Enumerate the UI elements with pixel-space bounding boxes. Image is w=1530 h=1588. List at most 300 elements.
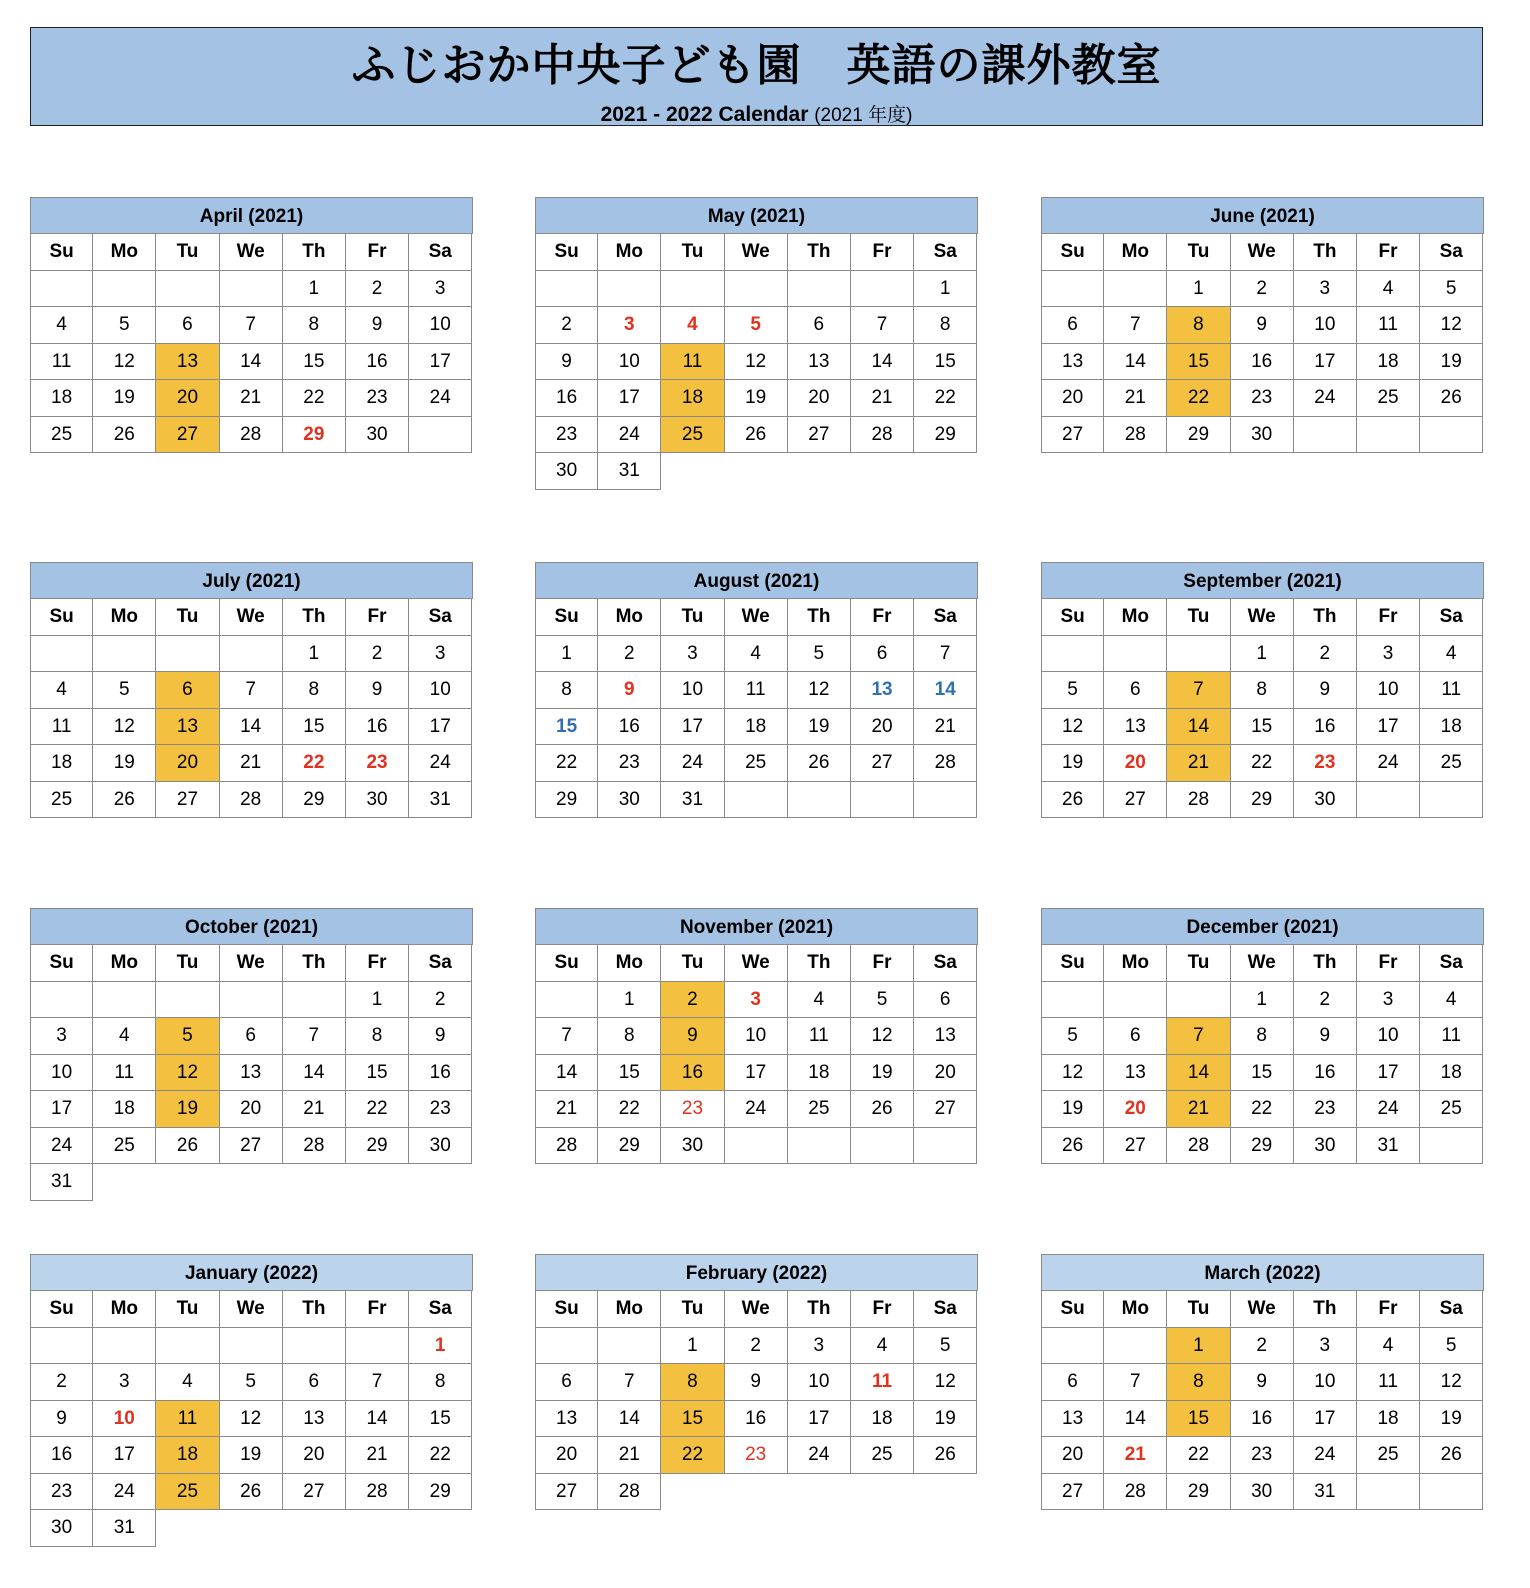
- day-cell: 18: [30, 745, 93, 782]
- day-cell: 28: [220, 782, 283, 819]
- empty-cell: [156, 1164, 219, 1201]
- day-cell: 28: [851, 417, 914, 454]
- day-cell: 14: [1167, 709, 1230, 746]
- day-cell: 9: [598, 672, 661, 709]
- day-cell: 25: [93, 1128, 156, 1165]
- day-cell: 15: [914, 344, 977, 381]
- empty-cell: [220, 982, 283, 1019]
- day-cell: 9: [1294, 1018, 1357, 1055]
- day-cell: 31: [1294, 1474, 1357, 1511]
- empty-cell: [788, 453, 851, 490]
- day-cell: 1: [1167, 271, 1230, 308]
- day-cell: 15: [535, 709, 598, 746]
- day-cell: 22: [1167, 1437, 1230, 1474]
- day-cell: 20: [851, 709, 914, 746]
- day-cell: 11: [1420, 1018, 1483, 1055]
- day-cell: 24: [1357, 745, 1420, 782]
- empty-cell: [283, 1510, 346, 1547]
- day-cell: 10: [1294, 1364, 1357, 1401]
- day-cell: 6: [156, 672, 219, 709]
- day-cell: 9: [30, 1401, 93, 1438]
- day-cell: 23: [1294, 745, 1357, 782]
- day-cell: 18: [1357, 344, 1420, 381]
- day-cell: 24: [409, 380, 472, 417]
- day-cell: 6: [788, 307, 851, 344]
- weekday-header: Su: [535, 599, 598, 636]
- day-cell: 21: [535, 1091, 598, 1128]
- weekday-header: Tu: [156, 234, 219, 271]
- month-grid: [535, 1291, 978, 1510]
- day-cell: 13: [535, 1401, 598, 1438]
- day-cell: 14: [220, 709, 283, 746]
- day-cell: 5: [914, 1328, 977, 1365]
- day-cell: 23: [661, 1091, 724, 1128]
- weekday-header: Tu: [661, 599, 724, 636]
- day-cell: 25: [1357, 1437, 1420, 1474]
- day-cell: 31: [409, 782, 472, 819]
- day-cell: 27: [156, 782, 219, 819]
- empty-cell: [1041, 271, 1104, 308]
- day-cell: 7: [1104, 307, 1167, 344]
- day-cell: 14: [346, 1401, 409, 1438]
- weekday-header: Sa: [914, 1291, 977, 1328]
- day-cell: 13: [851, 672, 914, 709]
- day-cell: 22: [283, 380, 346, 417]
- month-title: February (2022): [535, 1254, 978, 1291]
- empty-cell: [1420, 1128, 1483, 1165]
- day-cell: 14: [598, 1401, 661, 1438]
- month-title: October (2021): [30, 908, 473, 945]
- weekday-header: Fr: [851, 234, 914, 271]
- day-cell: 4: [725, 636, 788, 673]
- empty-cell: [1420, 782, 1483, 819]
- day-cell: 22: [598, 1091, 661, 1128]
- day-cell: 26: [1041, 782, 1104, 819]
- weekday-header: Mo: [93, 945, 156, 982]
- empty-cell: [346, 1328, 409, 1365]
- day-cell: 19: [1041, 1091, 1104, 1128]
- day-cell: 29: [1231, 1128, 1294, 1165]
- day-cell: 24: [661, 745, 724, 782]
- empty-cell: [93, 1328, 156, 1365]
- day-cell: 25: [156, 1474, 219, 1511]
- empty-cell: [535, 982, 598, 1019]
- day-cell: 11: [30, 344, 93, 381]
- day-cell: 8: [346, 1018, 409, 1055]
- day-cell: 15: [409, 1401, 472, 1438]
- empty-cell: [535, 1328, 598, 1365]
- empty-cell: [1294, 417, 1357, 454]
- day-cell: 16: [1231, 344, 1294, 381]
- empty-cell: [788, 1474, 851, 1511]
- day-cell: 4: [851, 1328, 914, 1365]
- day-cell: 2: [535, 307, 598, 344]
- weekday-header: Tu: [156, 945, 219, 982]
- day-cell: 18: [851, 1401, 914, 1438]
- month-calendar: [30, 1254, 473, 1547]
- month-grid: [1041, 234, 1484, 453]
- day-cell: 31: [30, 1164, 93, 1201]
- day-cell: 25: [1357, 380, 1420, 417]
- day-cell: 19: [1420, 1401, 1483, 1438]
- empty-cell: [914, 782, 977, 819]
- weekday-header: Th: [788, 1291, 851, 1328]
- day-cell: 21: [598, 1437, 661, 1474]
- day-cell: 3: [1294, 271, 1357, 308]
- weekday-header: Su: [1041, 234, 1104, 271]
- day-cell: 30: [409, 1128, 472, 1165]
- weekday-header: We: [725, 599, 788, 636]
- day-cell: 7: [346, 1364, 409, 1401]
- empty-cell: [156, 271, 219, 308]
- weekday-header: Mo: [598, 234, 661, 271]
- day-cell: 9: [1231, 307, 1294, 344]
- month-title: May (2021): [535, 197, 978, 234]
- day-cell: 27: [283, 1474, 346, 1511]
- month-title: January (2022): [30, 1254, 473, 1291]
- day-cell: 14: [1104, 344, 1167, 381]
- day-cell: 20: [535, 1437, 598, 1474]
- day-cell: 27: [914, 1091, 977, 1128]
- weekday-header: Th: [283, 599, 346, 636]
- day-cell: 28: [1104, 417, 1167, 454]
- day-cell: 26: [914, 1437, 977, 1474]
- day-cell: 3: [1357, 982, 1420, 1019]
- day-cell: 7: [914, 636, 977, 673]
- day-cell: 6: [220, 1018, 283, 1055]
- day-cell: 4: [788, 982, 851, 1019]
- day-cell: 15: [598, 1055, 661, 1092]
- day-cell: 3: [409, 636, 472, 673]
- day-cell: 26: [1041, 1128, 1104, 1165]
- day-cell: 15: [661, 1401, 724, 1438]
- day-cell: 2: [598, 636, 661, 673]
- empty-cell: [220, 1164, 283, 1201]
- empty-cell: [914, 1128, 977, 1165]
- empty-cell: [851, 1474, 914, 1511]
- month-title: September (2021): [1041, 562, 1484, 599]
- day-cell: 29: [409, 1474, 472, 1511]
- day-cell: 17: [409, 709, 472, 746]
- day-cell: 24: [598, 417, 661, 454]
- day-cell: 27: [156, 417, 219, 454]
- day-cell: 19: [93, 745, 156, 782]
- day-cell: 11: [851, 1364, 914, 1401]
- day-cell: 12: [1041, 1055, 1104, 1092]
- day-cell: 8: [1167, 1364, 1230, 1401]
- day-cell: 29: [346, 1128, 409, 1165]
- day-cell: 30: [1294, 782, 1357, 819]
- day-cell: 28: [1167, 782, 1230, 819]
- day-cell: 3: [409, 271, 472, 308]
- weekday-header: Su: [535, 945, 598, 982]
- empty-cell: [156, 1328, 219, 1365]
- day-cell: 16: [598, 709, 661, 746]
- empty-cell: [30, 1328, 93, 1365]
- page-subtitle: [31, 102, 1482, 129]
- day-cell: 7: [1167, 672, 1230, 709]
- weekday-header: We: [220, 234, 283, 271]
- day-cell: 24: [93, 1474, 156, 1511]
- day-cell: 10: [661, 672, 724, 709]
- empty-cell: [725, 1128, 788, 1165]
- empty-cell: [788, 782, 851, 819]
- day-cell: 18: [725, 709, 788, 746]
- empty-cell: [1104, 1328, 1167, 1365]
- weekday-header: Mo: [1104, 1291, 1167, 1328]
- day-cell: 10: [725, 1018, 788, 1055]
- weekday-header: Sa: [1420, 945, 1483, 982]
- empty-cell: [1357, 417, 1420, 454]
- day-cell: 27: [851, 745, 914, 782]
- weekday-header: Th: [788, 599, 851, 636]
- day-cell: 18: [788, 1055, 851, 1092]
- weekday-header: Sa: [409, 945, 472, 982]
- empty-cell: [156, 636, 219, 673]
- day-cell: 29: [535, 782, 598, 819]
- day-cell: 29: [1231, 782, 1294, 819]
- day-cell: 27: [1041, 417, 1104, 454]
- day-cell: 18: [1420, 1055, 1483, 1092]
- day-cell: 21: [1104, 380, 1167, 417]
- weekday-header: Sa: [409, 599, 472, 636]
- day-cell: 26: [1420, 380, 1483, 417]
- day-cell: 24: [409, 745, 472, 782]
- day-cell: 19: [1420, 344, 1483, 381]
- month-grid: [535, 945, 978, 1164]
- day-cell: 2: [1231, 271, 1294, 308]
- day-cell: 12: [1420, 307, 1483, 344]
- day-cell: 4: [30, 307, 93, 344]
- day-cell: 13: [1104, 1055, 1167, 1092]
- day-cell: 14: [1167, 1055, 1230, 1092]
- empty-cell: [409, 417, 472, 454]
- day-cell: 4: [1357, 271, 1420, 308]
- weekday-header: Su: [1041, 1291, 1104, 1328]
- weekday-header: Tu: [1167, 234, 1230, 271]
- weekday-header: Sa: [1420, 599, 1483, 636]
- day-cell: 13: [1041, 344, 1104, 381]
- weekday-header: Tu: [661, 945, 724, 982]
- day-cell: 17: [1357, 709, 1420, 746]
- empty-cell: [725, 271, 788, 308]
- weekday-header: Sa: [914, 945, 977, 982]
- day-cell: 4: [661, 307, 724, 344]
- day-cell: 1: [1167, 1328, 1230, 1365]
- weekday-header: Th: [283, 1291, 346, 1328]
- day-cell: 13: [156, 344, 219, 381]
- day-cell: 1: [1231, 636, 1294, 673]
- day-cell: 3: [788, 1328, 851, 1365]
- day-cell: 23: [30, 1474, 93, 1511]
- day-cell: 7: [598, 1364, 661, 1401]
- weekday-header: Su: [535, 234, 598, 271]
- empty-cell: [1104, 271, 1167, 308]
- day-cell: 1: [346, 982, 409, 1019]
- day-cell: 13: [220, 1055, 283, 1092]
- day-cell: 7: [535, 1018, 598, 1055]
- empty-cell: [283, 982, 346, 1019]
- day-cell: 24: [1294, 380, 1357, 417]
- day-cell: 2: [725, 1328, 788, 1365]
- month-title: March (2022): [1041, 1254, 1484, 1291]
- day-cell: 11: [156, 1401, 219, 1438]
- day-cell: 12: [914, 1364, 977, 1401]
- day-cell: 22: [661, 1437, 724, 1474]
- day-cell: 2: [1231, 1328, 1294, 1365]
- day-cell: 1: [1231, 982, 1294, 1019]
- empty-cell: [30, 982, 93, 1019]
- day-cell: 2: [30, 1364, 93, 1401]
- day-cell: 30: [346, 417, 409, 454]
- weekday-header: Fr: [1357, 1291, 1420, 1328]
- day-cell: 18: [1357, 1401, 1420, 1438]
- day-cell: 24: [1357, 1091, 1420, 1128]
- day-cell: 30: [1231, 1474, 1294, 1511]
- day-cell: 16: [1294, 709, 1357, 746]
- empty-cell: [1104, 982, 1167, 1019]
- day-cell: 28: [346, 1474, 409, 1511]
- empty-cell: [93, 271, 156, 308]
- day-cell: 15: [1231, 709, 1294, 746]
- weekday-header: We: [1231, 599, 1294, 636]
- day-cell: 3: [30, 1018, 93, 1055]
- empty-cell: [1041, 636, 1104, 673]
- day-cell: 2: [1294, 636, 1357, 673]
- weekday-header: Su: [1041, 945, 1104, 982]
- day-cell: 22: [283, 745, 346, 782]
- day-cell: 5: [1041, 1018, 1104, 1055]
- empty-cell: [1041, 1328, 1104, 1365]
- day-cell: 26: [220, 1474, 283, 1511]
- day-cell: 9: [409, 1018, 472, 1055]
- day-cell: 8: [1231, 1018, 1294, 1055]
- day-cell: 26: [725, 417, 788, 454]
- weekday-header: Fr: [346, 234, 409, 271]
- day-cell: 2: [346, 271, 409, 308]
- weekday-header: Tu: [156, 599, 219, 636]
- day-cell: 3: [661, 636, 724, 673]
- day-cell: 26: [851, 1091, 914, 1128]
- month-title: July (2021): [30, 562, 473, 599]
- weekday-header: Fr: [346, 1291, 409, 1328]
- day-cell: 4: [156, 1364, 219, 1401]
- day-cell: 14: [1104, 1401, 1167, 1438]
- day-cell: 8: [1231, 672, 1294, 709]
- day-cell: 1: [535, 636, 598, 673]
- month-grid: [1041, 945, 1484, 1164]
- day-cell: 15: [1231, 1055, 1294, 1092]
- day-cell: 9: [725, 1364, 788, 1401]
- day-cell: 1: [283, 636, 346, 673]
- day-cell: 12: [93, 709, 156, 746]
- day-cell: 8: [661, 1364, 724, 1401]
- weekday-header: Mo: [598, 1291, 661, 1328]
- day-cell: 5: [1420, 1328, 1483, 1365]
- day-cell: 16: [535, 380, 598, 417]
- day-cell: 13: [1041, 1401, 1104, 1438]
- weekday-header: We: [1231, 234, 1294, 271]
- weekday-header: Fr: [851, 1291, 914, 1328]
- day-cell: 21: [220, 380, 283, 417]
- day-cell: 9: [535, 344, 598, 381]
- weekday-header: Tu: [661, 1291, 724, 1328]
- day-cell: 18: [93, 1091, 156, 1128]
- day-cell: 20: [1104, 1091, 1167, 1128]
- weekday-header: Su: [30, 945, 93, 982]
- day-cell: 22: [346, 1091, 409, 1128]
- day-cell: 3: [1357, 636, 1420, 673]
- day-cell: 22: [535, 745, 598, 782]
- day-cell: 26: [93, 417, 156, 454]
- month-grid: [30, 599, 473, 818]
- month-calendar: [1041, 908, 1484, 1164]
- day-cell: 8: [1167, 307, 1230, 344]
- weekday-header: Mo: [93, 599, 156, 636]
- day-cell: 1: [283, 271, 346, 308]
- day-cell: 4: [1357, 1328, 1420, 1365]
- weekday-header: Fr: [851, 599, 914, 636]
- day-cell: 25: [725, 745, 788, 782]
- day-cell: 1: [598, 982, 661, 1019]
- day-cell: 16: [30, 1437, 93, 1474]
- weekday-header: Su: [30, 234, 93, 271]
- day-cell: 14: [851, 344, 914, 381]
- day-cell: 17: [30, 1091, 93, 1128]
- day-cell: 31: [661, 782, 724, 819]
- month-title: April (2021): [30, 197, 473, 234]
- empty-cell: [1357, 782, 1420, 819]
- day-cell: 16: [409, 1055, 472, 1092]
- weekday-header: Mo: [93, 1291, 156, 1328]
- day-cell: 11: [725, 672, 788, 709]
- day-cell: 5: [851, 982, 914, 1019]
- day-cell: 5: [725, 307, 788, 344]
- day-cell: 22: [1231, 1091, 1294, 1128]
- day-cell: 6: [1104, 672, 1167, 709]
- day-cell: 7: [220, 307, 283, 344]
- weekday-header: Fr: [346, 945, 409, 982]
- day-cell: 19: [220, 1437, 283, 1474]
- day-cell: 30: [535, 453, 598, 490]
- day-cell: 6: [156, 307, 219, 344]
- weekday-header: Th: [1294, 234, 1357, 271]
- day-cell: 25: [1420, 1091, 1483, 1128]
- day-cell: 19: [156, 1091, 219, 1128]
- subtitle-main: 2021 - 2022 Calendar: [600, 103, 809, 126]
- day-cell: 23: [409, 1091, 472, 1128]
- day-cell: 4: [30, 672, 93, 709]
- day-cell: 5: [156, 1018, 219, 1055]
- month-grid: [30, 234, 473, 453]
- day-cell: 13: [1104, 709, 1167, 746]
- weekday-header: Tu: [1167, 1291, 1230, 1328]
- day-cell: 21: [220, 745, 283, 782]
- day-cell: 11: [30, 709, 93, 746]
- empty-cell: [851, 1128, 914, 1165]
- day-cell: 31: [1357, 1128, 1420, 1165]
- weekday-header: Su: [535, 1291, 598, 1328]
- day-cell: 7: [1167, 1018, 1230, 1055]
- day-cell: 13: [283, 1401, 346, 1438]
- day-cell: 10: [93, 1401, 156, 1438]
- day-cell: 25: [661, 417, 724, 454]
- day-cell: 14: [283, 1055, 346, 1092]
- day-cell: 20: [1104, 745, 1167, 782]
- day-cell: 23: [535, 417, 598, 454]
- day-cell: 19: [93, 380, 156, 417]
- day-cell: 6: [283, 1364, 346, 1401]
